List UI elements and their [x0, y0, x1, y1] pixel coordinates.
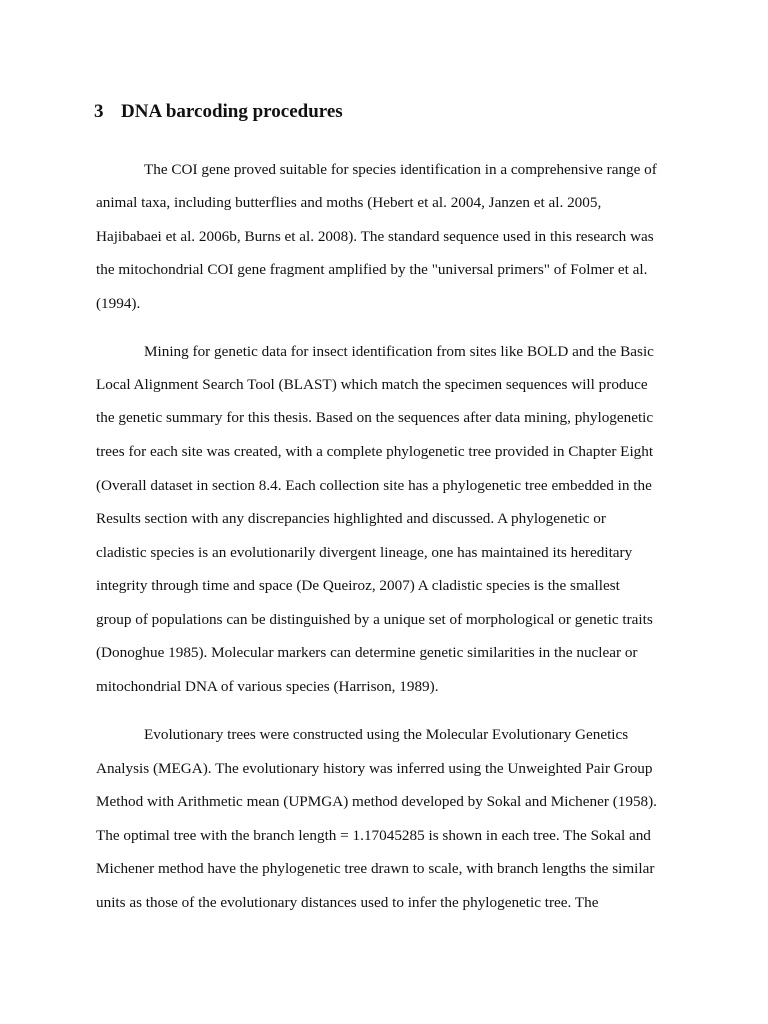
paragraph-2-line-3: the genetic summary for this thesis. Based on the sequences after data mining, phylogenetic: [96, 409, 654, 426]
section-title: DNA barcoding procedures: [121, 101, 343, 122]
paragraph-3-line-6: units as those of the evolutionary distances used to infer the phylogenetic tree. The: [96, 894, 599, 911]
paragraph-2-line-9: group of populations can be distinguished by a unique set of morphological or genetic traits: [96, 611, 653, 628]
paragraph-1-line-2: animal taxa, including butterflies and moths (Hebert et al. 2004, Janzen et al. 2005,: [96, 194, 602, 211]
paragraph-2-line-10: (Donoghue 1985). Molecular markers can determine genetic similarities in the nuclear or: [96, 644, 638, 661]
paragraph-2-line-11: mitochondrial DNA of various species (Harrison, 1989).: [96, 678, 439, 695]
paragraph-3-line-3: Method with Arithmetic mean (UPMGA) method developed by Sokal and Michener (1958).: [96, 793, 657, 810]
paragraph-2-line-1: Mining for genetic data for insect identification from sites like BOLD and the Basic: [144, 343, 654, 360]
paragraph-2-line-8: integrity through time and space (De Queiroz, 2007) A cladistic species is the smallest: [96, 577, 620, 594]
paragraph-3-line-4: The optimal tree with the branch length = 1.17045285 is shown in each tree. The Sokal and: [96, 827, 651, 844]
paragraph-2-line-4: trees for each site was created, with a complete phylogenetic tree provided in Chapter Eight: [96, 443, 654, 460]
paragraph-3-line-1: Evolutionary trees were constructed using the Molecular Evolutionary Genetics: [144, 726, 629, 743]
section-number: 3: [94, 101, 104, 122]
paragraph-2-line-5: (Overall dataset in section 8.4. Each collection site has a phylogenetic tree embedded in the: [96, 477, 652, 494]
section-heading: [94, 101, 343, 123]
paragraph-2-line-6: Results section with any discrepancies highlighted and discussed. A phylogenetic or: [96, 510, 606, 527]
paragraph-1-line-5: (1994).: [96, 295, 141, 312]
paragraph-3-line-2: Analysis (MEGA). The evolutionary history was inferred using the Unweighted Pair Group: [96, 760, 653, 777]
paragraph-2-line-2: Local Alignment Search Tool (BLAST) which match the specimen sequences will produce: [96, 376, 648, 393]
paragraph-1-line-3: Hajibabaei et al. 2006b, Burns et al. 2008). The standard sequence used in this research was: [96, 228, 654, 245]
paragraph-3-line-5: Michener method have the phylogenetic tree drawn to scale, with branch lengths the similar: [96, 860, 655, 877]
paragraph-1-line-4: the mitochondrial COI gene fragment amplified by the "universal primers" of Folmer et al.: [96, 261, 648, 278]
paragraph-1-line-1: The COI gene proved suitable for species identification in a comprehensive range of: [144, 161, 657, 178]
paragraph-2-line-7: cladistic species is an evolutionarily divergent lineage, one has maintained its hereditary: [96, 544, 633, 561]
